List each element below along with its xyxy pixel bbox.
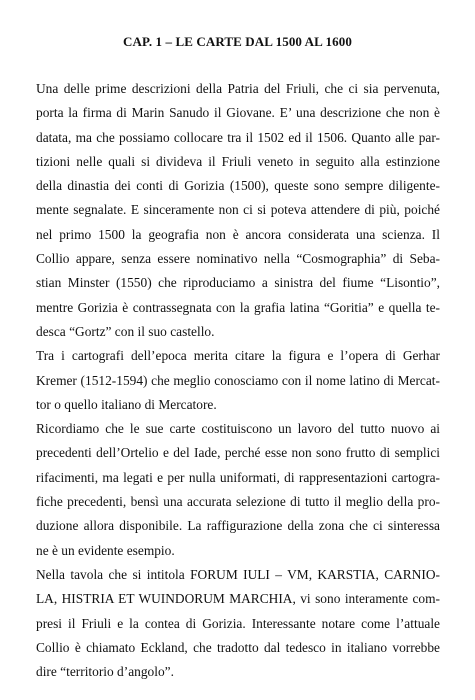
- text-line: datata, ma che possiamo collocare tra il 1502 ed il 1506. Quanto alle par-: [36, 129, 440, 145]
- text-line: dire “territorio d’angolo”.: [36, 664, 174, 680]
- text-line: duzione allora disponibile. La raffigurazione della zona che ci sinteressa: [36, 518, 440, 534]
- text-line: rifacimenti, ma legati e per nulla uniformati, di rappresentazioni cartogra-: [36, 469, 440, 485]
- paragraph-4: [36, 563, 440, 684]
- text-line: Kremer (1512-1594) che meglio conosciamo con il nome latino di Mercat-: [36, 372, 440, 388]
- paragraph-2: [36, 344, 440, 417]
- text-line: mente segnalate. E sinceramente non ci si poteva attendere di più, poiché: [36, 202, 440, 218]
- text-line: della dinastia dei conti di Gorizia (1500), queste sono sempre diligente-: [36, 178, 440, 194]
- text-line: LA, HISTRIA ET WUINDORUM MARCHIA, vi sono interamente com-: [36, 591, 440, 607]
- text-line: mentre Gorizia è contrassegnata con la grafia latina “Goritia” e quella te-: [36, 299, 440, 315]
- text-line: stian Minster (1550) che riproduciamo a sinistra del fiume “Lisontio”,: [36, 275, 440, 291]
- text-line: Tra i cartografi dell’epoca merita citare la figura e l’opera di Gerhar: [36, 348, 440, 364]
- body-text: [36, 77, 440, 684]
- paragraph-1: [36, 77, 440, 344]
- text-line: Una delle prime descrizioni della Patria del Friuli, che ci sia pervenuta,: [36, 81, 440, 96]
- text-line: Nella tavola che si intitola FORUM IULI – VM, KARSTIA, CARNIO-: [36, 566, 440, 582]
- text-line: fiche precedenti, bensì una accurata selezione di tutto il meglio della pro-: [36, 494, 440, 510]
- text-line: porta la firma di Marin Sanudo il Giovane. E’ una descrizione che non è: [36, 105, 440, 121]
- text-line: desca “Gortz” con il suo castello.: [36, 323, 215, 339]
- text-line: ne è un evidente esempio.: [36, 542, 175, 558]
- text-line: Collio è chiamato Eckland, che tradotto dal tedesco in italiano vorrebbe: [36, 639, 440, 655]
- text-line: tizioni nelle quali si divideva il Friuli veneto in seguito alla estinzione: [36, 153, 440, 169]
- text-line: precedenti dell’Ortelio e del Iade, perché esse non sono frutto di semplici: [36, 445, 440, 461]
- text-line: Collio appare, senza essere nominativo nella “Cosmographia” di Seba-: [36, 251, 440, 267]
- text-line: nel primo 1500 la geografia non è ancora considerata una scienza. Il: [36, 226, 440, 242]
- paragraph-3: [36, 417, 440, 563]
- text-line: tor o quello italiano di Mercatore.: [36, 396, 217, 412]
- text-line: Ricordiamo che le sue carte costituiscono un lavoro del tutto nuovo ai: [36, 421, 440, 437]
- text-line: presi il Friuli e la contea di Gorizia. Interessante notare come l’attuale: [36, 615, 440, 631]
- chapter-title: CAP. 1 – LE CARTE DAL 1500 AL 1600: [123, 34, 352, 49]
